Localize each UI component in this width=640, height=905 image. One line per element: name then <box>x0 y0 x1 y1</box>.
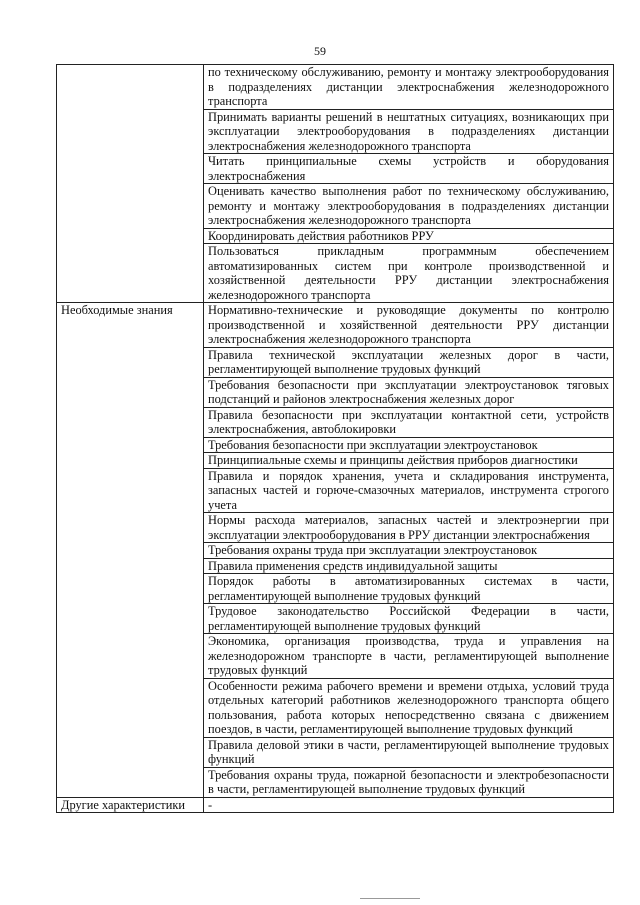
knowledge-item: Правила и порядок хранения, учета и складирования инструмента, запасных частей и горюче-смазочных материалов, инструмента строгого учета <box>204 468 614 513</box>
knowledge-item: Требования безопасности при эксплуатации электроустановок тяговых подстанций и районов электроснабжения железных дорог <box>204 377 614 407</box>
knowledge-item: Нормативно-технические и руководящие документы по контролю производственной и хозяйственной деятельности РРУ дистанции электроснабжения железнодорожного транспорта <box>204 303 614 348</box>
knowledge-item: Требования безопасности при эксплуатации электроустановок <box>204 437 614 453</box>
table-body <box>57 65 614 813</box>
knowledge-item: Требования охраны труда при эксплуатации электроустановок <box>204 543 614 559</box>
knowledge-item: Принципиальные схемы и принципы действия приборов диагностики <box>204 453 614 469</box>
other-value: - <box>204 797 614 813</box>
continuation-item: Координировать действия работников РРУ <box>204 228 614 244</box>
continuation-label <box>57 65 204 303</box>
knowledge-item: Трудовое законодательство Российской Федерации в части, регламентирующей выполнение трудовых функций <box>204 604 614 634</box>
knowledge-item: Особенности режима рабочего времени и времени отдыха, условий труда отдельных категорий работников железнодорожного транспорта общего пользования, работа которых непосредственно связана с движением поездов, в части, регламентирующей выполнение трудовых функций <box>204 678 614 737</box>
knowledge-item: Экономика, организация производства, труда и управления на железнодорожном транспорте в части, регламентирующей выполнение трудовых функций <box>204 634 614 679</box>
knowledge-item: Требования охраны труда, пожарной безопасности и электробезопасности в части, регламентирующей выполнение трудовых функций <box>204 767 614 797</box>
continuation-item: Пользоваться прикладным программным обеспечением автоматизированных систем при контроле производственной и хозяйственной деятельности РРУ дистанции электроснабжения железнодорожного транспорта <box>204 244 614 303</box>
knowledge-item: Порядок работы в автоматизированных системах в части, регламентирующей выполнение трудовых функций <box>204 574 614 604</box>
knowledge-item: Правила применения средств индивидуальной защиты <box>204 558 614 574</box>
knowledge-item: Правила технической эксплуатации железных дорог в части, регламентирующей выполнение трудовых функций <box>204 347 614 377</box>
skill-row <box>57 65 614 110</box>
other-row <box>57 797 614 813</box>
knowledge-item: Нормы расхода материалов, запасных частей и электроэнергии при эксплуатации электрооборудования в РРУ дистанции электроснабжения <box>204 513 614 543</box>
knowledge-row <box>57 303 614 348</box>
continuation-item: Читать принципиальные схемы устройств и оборудования электроснабжения <box>204 154 614 184</box>
other-label: Другие характеристики <box>57 797 204 813</box>
scan-mark <box>360 898 420 899</box>
continuation-item: Оценивать качество выполнения работ по техническому обслуживанию, ремонту и монтажу электрооборудования в подразделениях дистанции электроснабжения железнодорожного транспорта <box>204 184 614 229</box>
continuation-item: по техническому обслуживанию, ремонту и монтажу электрооборудования в подразделениях дистанции электроснабжения железнодорожного транспорта <box>204 65 614 110</box>
knowledge-item: Правила деловой этики в части, регламентирующей выполнение трудовых функций <box>204 737 614 767</box>
knowledge-item: Правила безопасности при эксплуатации контактной сети, устройств электроснабжения, автоблокировки <box>204 407 614 437</box>
competency-table <box>56 64 614 813</box>
continuation-item: Принимать варианты решений в нештатных ситуациях, возникающих при эксплуатации электрооборудования в подразделениях дистанции электроснабжения железнодорожного транспорта <box>204 109 614 154</box>
knowledge-label: Необходимые знания <box>57 303 204 798</box>
page-number: 59 <box>314 44 326 58</box>
